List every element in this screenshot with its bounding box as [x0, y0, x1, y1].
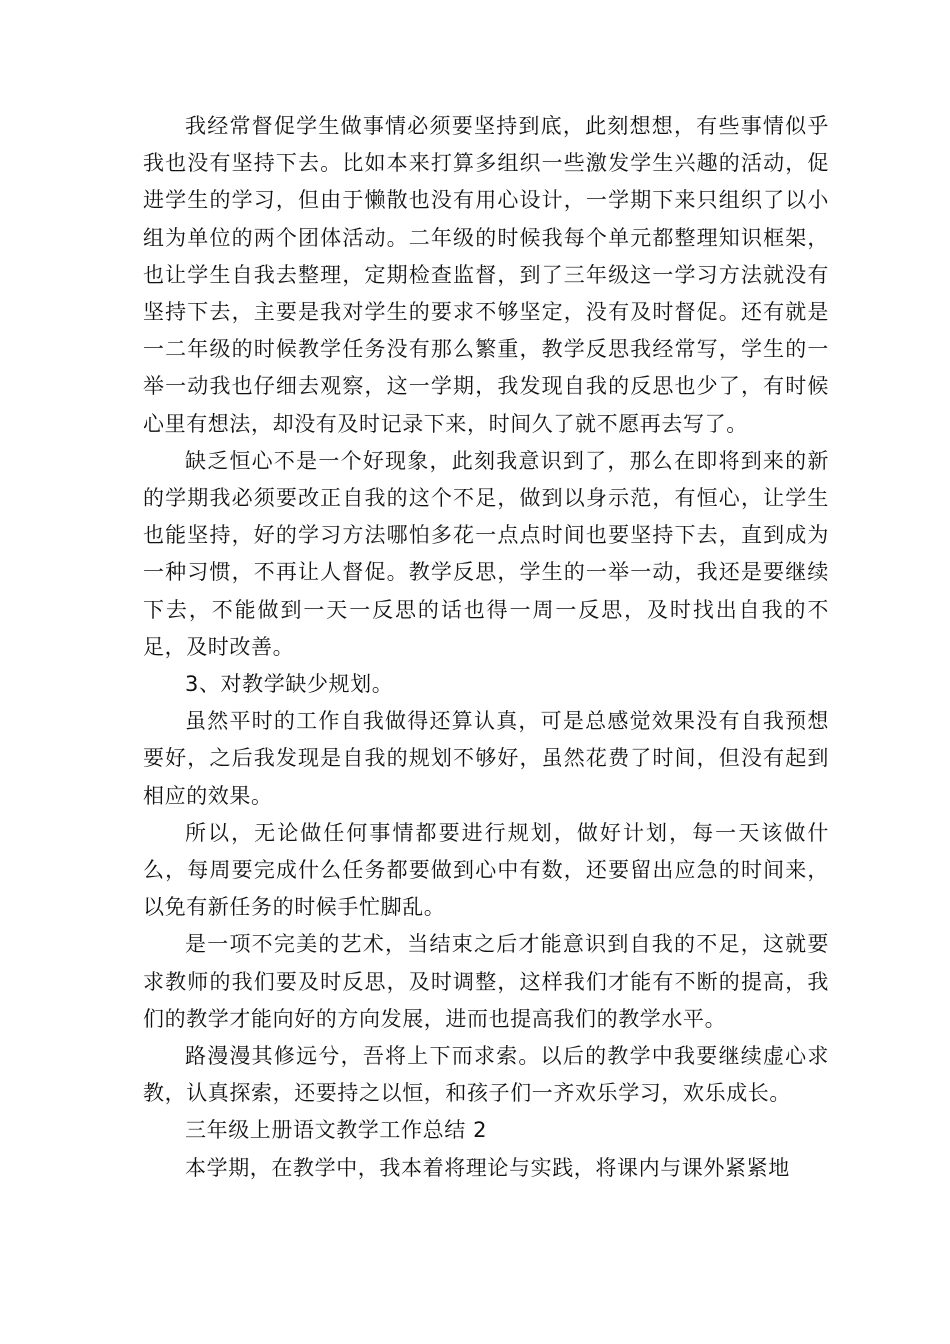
paragraph-conclusion: 路漫漫其修远兮，吾将上下而求索。以后的教学中我要继续虚心求教，认真探索，还要持之以恒，和孩子们一齐欢乐学习，欢乐成长。 — [143, 1044, 829, 1106]
section-title-summary-2: 三年级上册语文教学工作总结 2 — [185, 1118, 488, 1143]
paragraph-imperfect-art: 是一项不完美的艺术，当结束之后才能意识到自我的不足，这就要求教师的我们要及时反思，及时调整，这样我们才能有不断的提高，我们的教学才能向好的方向发展，进而也提高我们的教学水平。 — [143, 932, 829, 1031]
paragraph-summary-2-intro: 本学期，在教学中，我本着将理论与实践，将课内与课外紧紧地 — [185, 1155, 790, 1180]
document-body — [143, 108, 829, 1187]
paragraph-lack-of-perseverance: 缺乏恒心不是一个好现象，此刻我意识到了，那么在即将到来的新的学期我必须要改正自我的这个不足，做到以身示范，有恒心，让学生也能坚持，好的学习方法哪怕多花一点点时间也要坚持下去，直到成为一种习惯，不再让人督促。教学反思，学生的一举一动，我还是要继续下去，不能做到一天一反思的话也得一周一反思，及时找出自我的不足，及时改善。 — [143, 448, 829, 659]
paragraph-make-plans: 所以，无论做任何事情都要进行规划，做好计划，每一天该做什么，每周要完成什么任务都要做到心中有数，还要留出应急的时间来，以免有新任务的时候手忙脚乱。 — [143, 820, 829, 920]
paragraph-planning-effect: 虽然平时的工作自我做得还算认真，可是总感觉效果没有自我预想要好，之后我发现是自我的规划不够好，虽然花费了时间，但没有起到相应的效果。 — [143, 709, 829, 808]
section-heading-planning: 3、对教学缺少规划。 — [185, 672, 394, 697]
paragraph-persistence: 我经常督促学生做事情必须要坚持到底，此刻想想，有些事情似乎我也没有坚持下去。比如本来打算多组织一些激发学生兴趣的活动，促进学生的学习，但由于懒散也没有用心设计，一学期下来只组织了以小组为单位的两个团体活动。二年级的时候我每个单元都整理知识框架，也让学生自我去整理，定期检查监督，到了三年级这一学习方法就没有坚持下去，主要是我对学生的要求不够坚定，没有及时督促。还有就是一二年级的时候教学任务没有那么繁重，教学反思我经常写，学生的一举一动我也仔细去观察，这一学期，我发现自我的反思也少了，有时候心里有想法，却没有及时记录下来，时间久了就不愿再去写了。 — [143, 114, 829, 436]
